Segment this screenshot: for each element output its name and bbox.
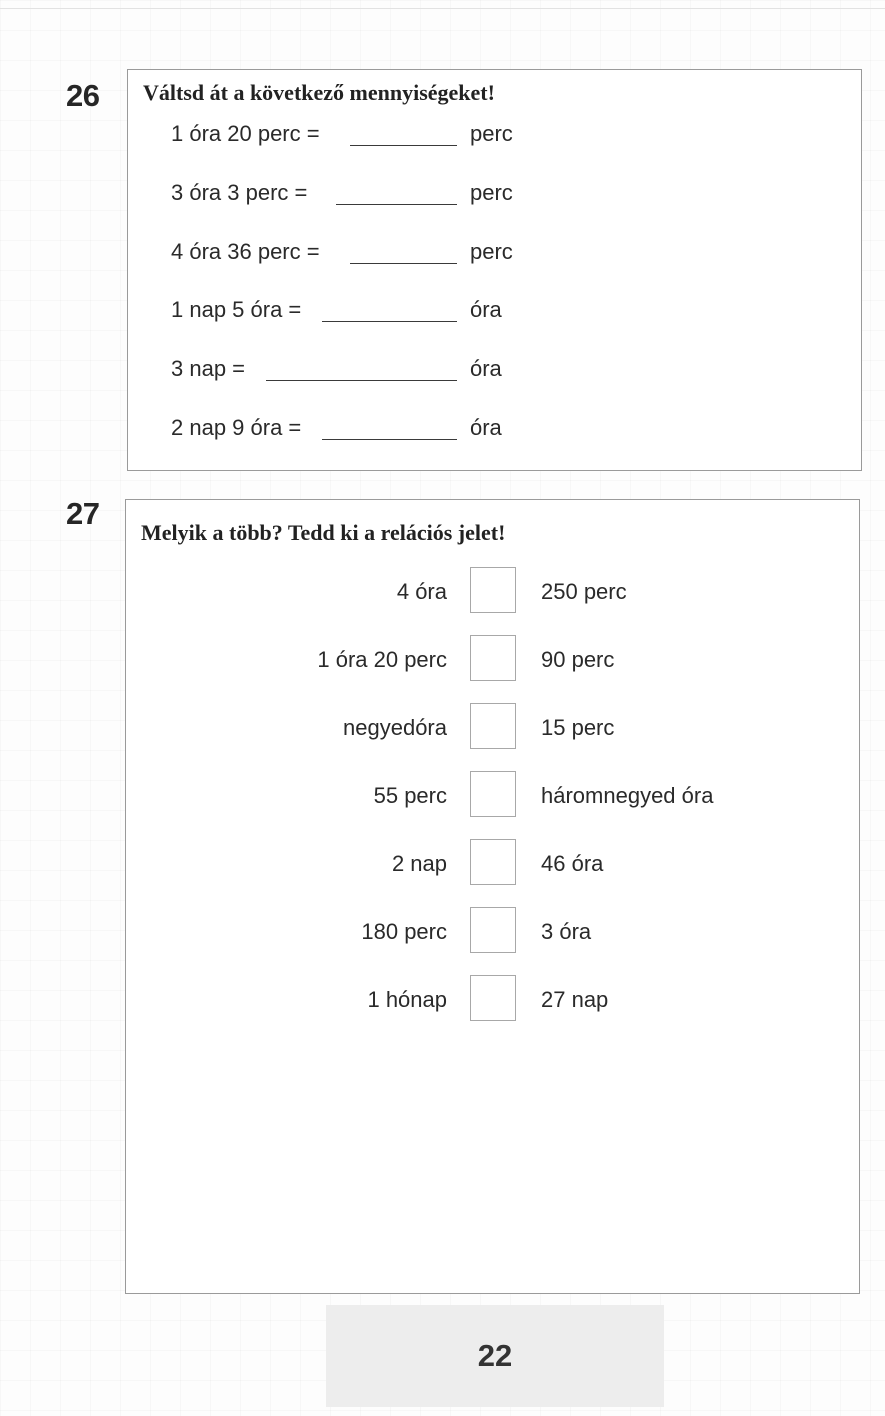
conversion-unit: óra: [470, 297, 502, 322]
comparison-right: 15 perc: [541, 715, 615, 740]
answer-blank[interactable]: [350, 145, 457, 146]
comparison-right: 3 óra: [541, 919, 592, 944]
relation-sign-box[interactable]: [470, 703, 516, 749]
conversion-unit: perc: [470, 180, 513, 205]
conversion-prompt: 1 nap 5 óra =: [171, 297, 302, 322]
comparison-left: negyedóra: [343, 715, 447, 740]
comparison-left: 180 perc: [361, 919, 447, 944]
exercise-26-number: 26: [66, 78, 100, 113]
comparison-left: 55 perc: [373, 783, 447, 808]
top-rule: [0, 8, 885, 9]
conversion-unit: óra: [470, 415, 502, 440]
exercise-27-number: 27: [66, 496, 100, 531]
conversion-prompt: 3 nap =: [171, 356, 246, 381]
conversion-prompt: 3 óra 3 perc =: [171, 180, 308, 205]
relation-sign-box[interactable]: [470, 839, 516, 885]
comparison-left: 1 hónap: [367, 987, 447, 1012]
comparison-left: 4 óra: [396, 579, 447, 604]
comparison-left: 2 nap: [391, 851, 447, 876]
relation-sign-box[interactable]: [470, 771, 516, 817]
relation-sign-box[interactable]: [470, 907, 516, 953]
conversion-prompt: 2 nap 9 óra =: [171, 415, 302, 440]
page-number: 22: [477, 1338, 513, 1373]
comparison-right: 27 nap: [541, 987, 609, 1012]
comparison-right: 46 óra: [541, 851, 604, 876]
answer-blank[interactable]: [336, 204, 457, 205]
answer-blank[interactable]: [322, 321, 457, 322]
conversion-prompt: 4 óra 36 perc =: [171, 239, 320, 264]
relation-sign-box[interactable]: [470, 635, 516, 681]
conversion-unit: perc: [470, 239, 513, 264]
relation-sign-box[interactable]: [470, 975, 516, 1021]
exercise-27-instruction: Melyik a több? Tedd ki a relációs jelet!: [141, 520, 506, 545]
answer-blank[interactable]: [266, 380, 457, 381]
comparison-right: 250 perc: [541, 579, 627, 604]
comparison-right: háromnegyed óra: [541, 783, 714, 808]
exercise-27-box: [125, 499, 860, 1294]
comparison-right: 90 perc: [541, 647, 615, 672]
conversion-prompt: 1 óra 20 perc =: [171, 121, 320, 146]
conversion-unit: perc: [470, 121, 513, 146]
conversion-unit: óra: [470, 356, 502, 381]
exercise-26-instruction: Váltsd át a következő mennyiségeket!: [143, 80, 495, 105]
comparison-left: 1 óra 20 perc: [317, 647, 447, 672]
answer-blank[interactable]: [350, 263, 457, 264]
page-number-band: [326, 1305, 664, 1407]
answer-blank[interactable]: [322, 439, 457, 440]
relation-sign-box[interactable]: [470, 567, 516, 613]
